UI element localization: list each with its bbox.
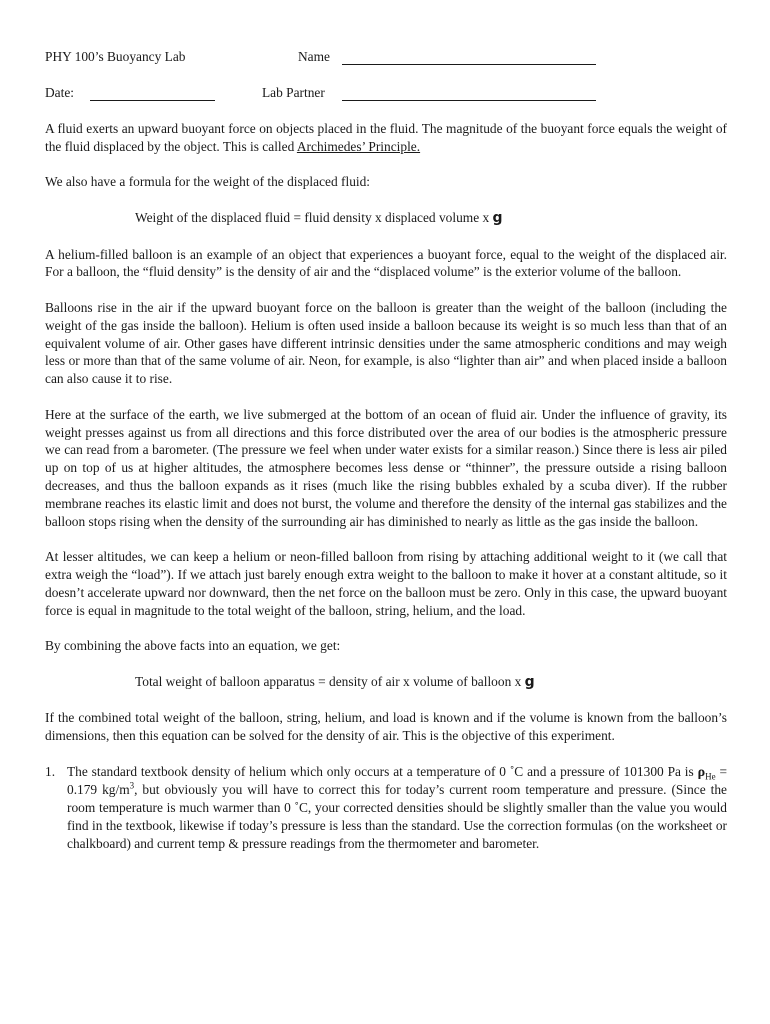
paragraph-formula-intro: We also have a formula for the weight of the displaced fluid: (45, 174, 371, 190)
lab-partner-blank[interactable] (342, 100, 596, 101)
name-label: Name (298, 49, 330, 64)
equation-displaced-fluid-text: Weight of the displaced fluid = fluid density x displaced volume x (135, 209, 493, 225)
cubic-superscript: 3 (129, 781, 135, 792)
date-label: Date: (45, 85, 74, 100)
date-blank[interactable] (90, 100, 215, 101)
paragraph-objective: If the combined total weight of the balloon, string, helium, and load is known and if the volume is known from the balloon’s dimensions, then this equation can be solved for the density of air. This is the objective of this experiment. (45, 710, 727, 744)
numbered-item-1 (45, 763, 727, 853)
archimedes-principle-term: Archimedes’ Principle. (296, 138, 421, 154)
paragraph-intro-text: A fluid exerts an upward buoyant force on objects placed in the fluid. The magnitude of the buoyant force equals the weight of the fluid displaced by the object. This is called (45, 121, 727, 154)
body-text (45, 120, 727, 853)
paragraph-atmosphere: Here at the surface of the earth, we live submerged at the bottom of an ocean of fluid air. Under the influence of gravity, its weight presses against us from all directions and this force distributed over the area of our bodies is the atmospheric pressure we can read from a barometer. (The pressure we feel when under water exists for a similar reason.) Since there is less air piled up on top of us at higher altitudes, the atmosphere becomes less dense or “thinner”, the pressure outside a rising balloon decreases, and thus the balloon expands as it rises (much like the rising bubbles exhaled by a scuba diver). If the rubber membrane reaches its elastic limit and does not burst, the volume and therefore the density of the internal gas stabilizes and the balloon stops rising when the density of the surrounding air has diminished to nearly as little as the gas inside the balloon. (45, 406, 727, 529)
paragraph-combining: By combining the above facts into an equation, we get: (45, 638, 341, 654)
item-text (67, 763, 727, 853)
lab-partner-label: Lab Partner (262, 85, 325, 100)
item-text-part1: The standard textbook density of helium which only occurs at a temperature of 0 ˚C and a pressure of 101300 Pa is (67, 763, 698, 779)
paragraph-intro (45, 120, 727, 156)
item-number: 1. (45, 763, 56, 779)
equation-balloon-apparatus-text: Total weight of balloon apparatus = density of air x volume of balloon x (135, 673, 525, 689)
item-text-part2: = 0.179 kg/m (67, 763, 727, 798)
item-text-part3: , but obviously you will have to correct this for today’s current room temperature and pressure. (Since the room temperature is much warmer than 0 ˚C, your corrected densities should be slightly smaller than the value you would find in the textbook, likewise if today’s pressure is less than the standard. Use the correction formulas (on the worksheet or chalkboard) and current temp & pressure readings from the thermometer and barometer. (67, 782, 727, 851)
paragraph-load: At lesser altitudes, we can keep a helium or neon-filled balloon from rising by attaching additional weight to it (we call that extra weigh the “load”). If we attach just barely enough extra weight to the balloon to make it hover at a constant altitude, so it doesn’t accelerate upward nor downward, then the net force on the balloon must be zero. Only in this case, the upward buoyant force is equal in magnitude to the total weight of the balloon, string, helium, and the load. (45, 549, 727, 618)
helium-subscript: He (705, 771, 716, 782)
name-blank[interactable] (342, 64, 596, 65)
equation-displaced-fluid (45, 209, 727, 228)
rho-symbol: ρ (697, 764, 706, 780)
gravity-symbol: g (524, 673, 535, 690)
equation-balloon-apparatus (45, 673, 727, 692)
gravity-symbol: g (492, 209, 503, 226)
lab-title: PHY 100’s Buoyancy Lab (45, 49, 186, 64)
paragraph-balloons-rise: Balloons rise in the air if the upward buoyant force on the balloon is greater than the weight of the balloon (including the weight of the gas inside the balloon). Helium is often used inside a balloon because its weight is so much less than that of an equivalent volume of air. Other gases have different intrinsic densities under the same atmospheric conditions and may weigh less or more than that of the same volume of air. Neon, for example, is also “lighter than air” and when placed inside a balloon can also cause it to rise. (45, 299, 727, 387)
paragraph-helium-balloon: A helium-filled balloon is an example of an object that experiences a buoyant force, equal to the weight of the displaced air. For a balloon, the “fluid density” is the density of air and the “displaced volume” is the exterior volume of the balloon. (45, 246, 727, 280)
